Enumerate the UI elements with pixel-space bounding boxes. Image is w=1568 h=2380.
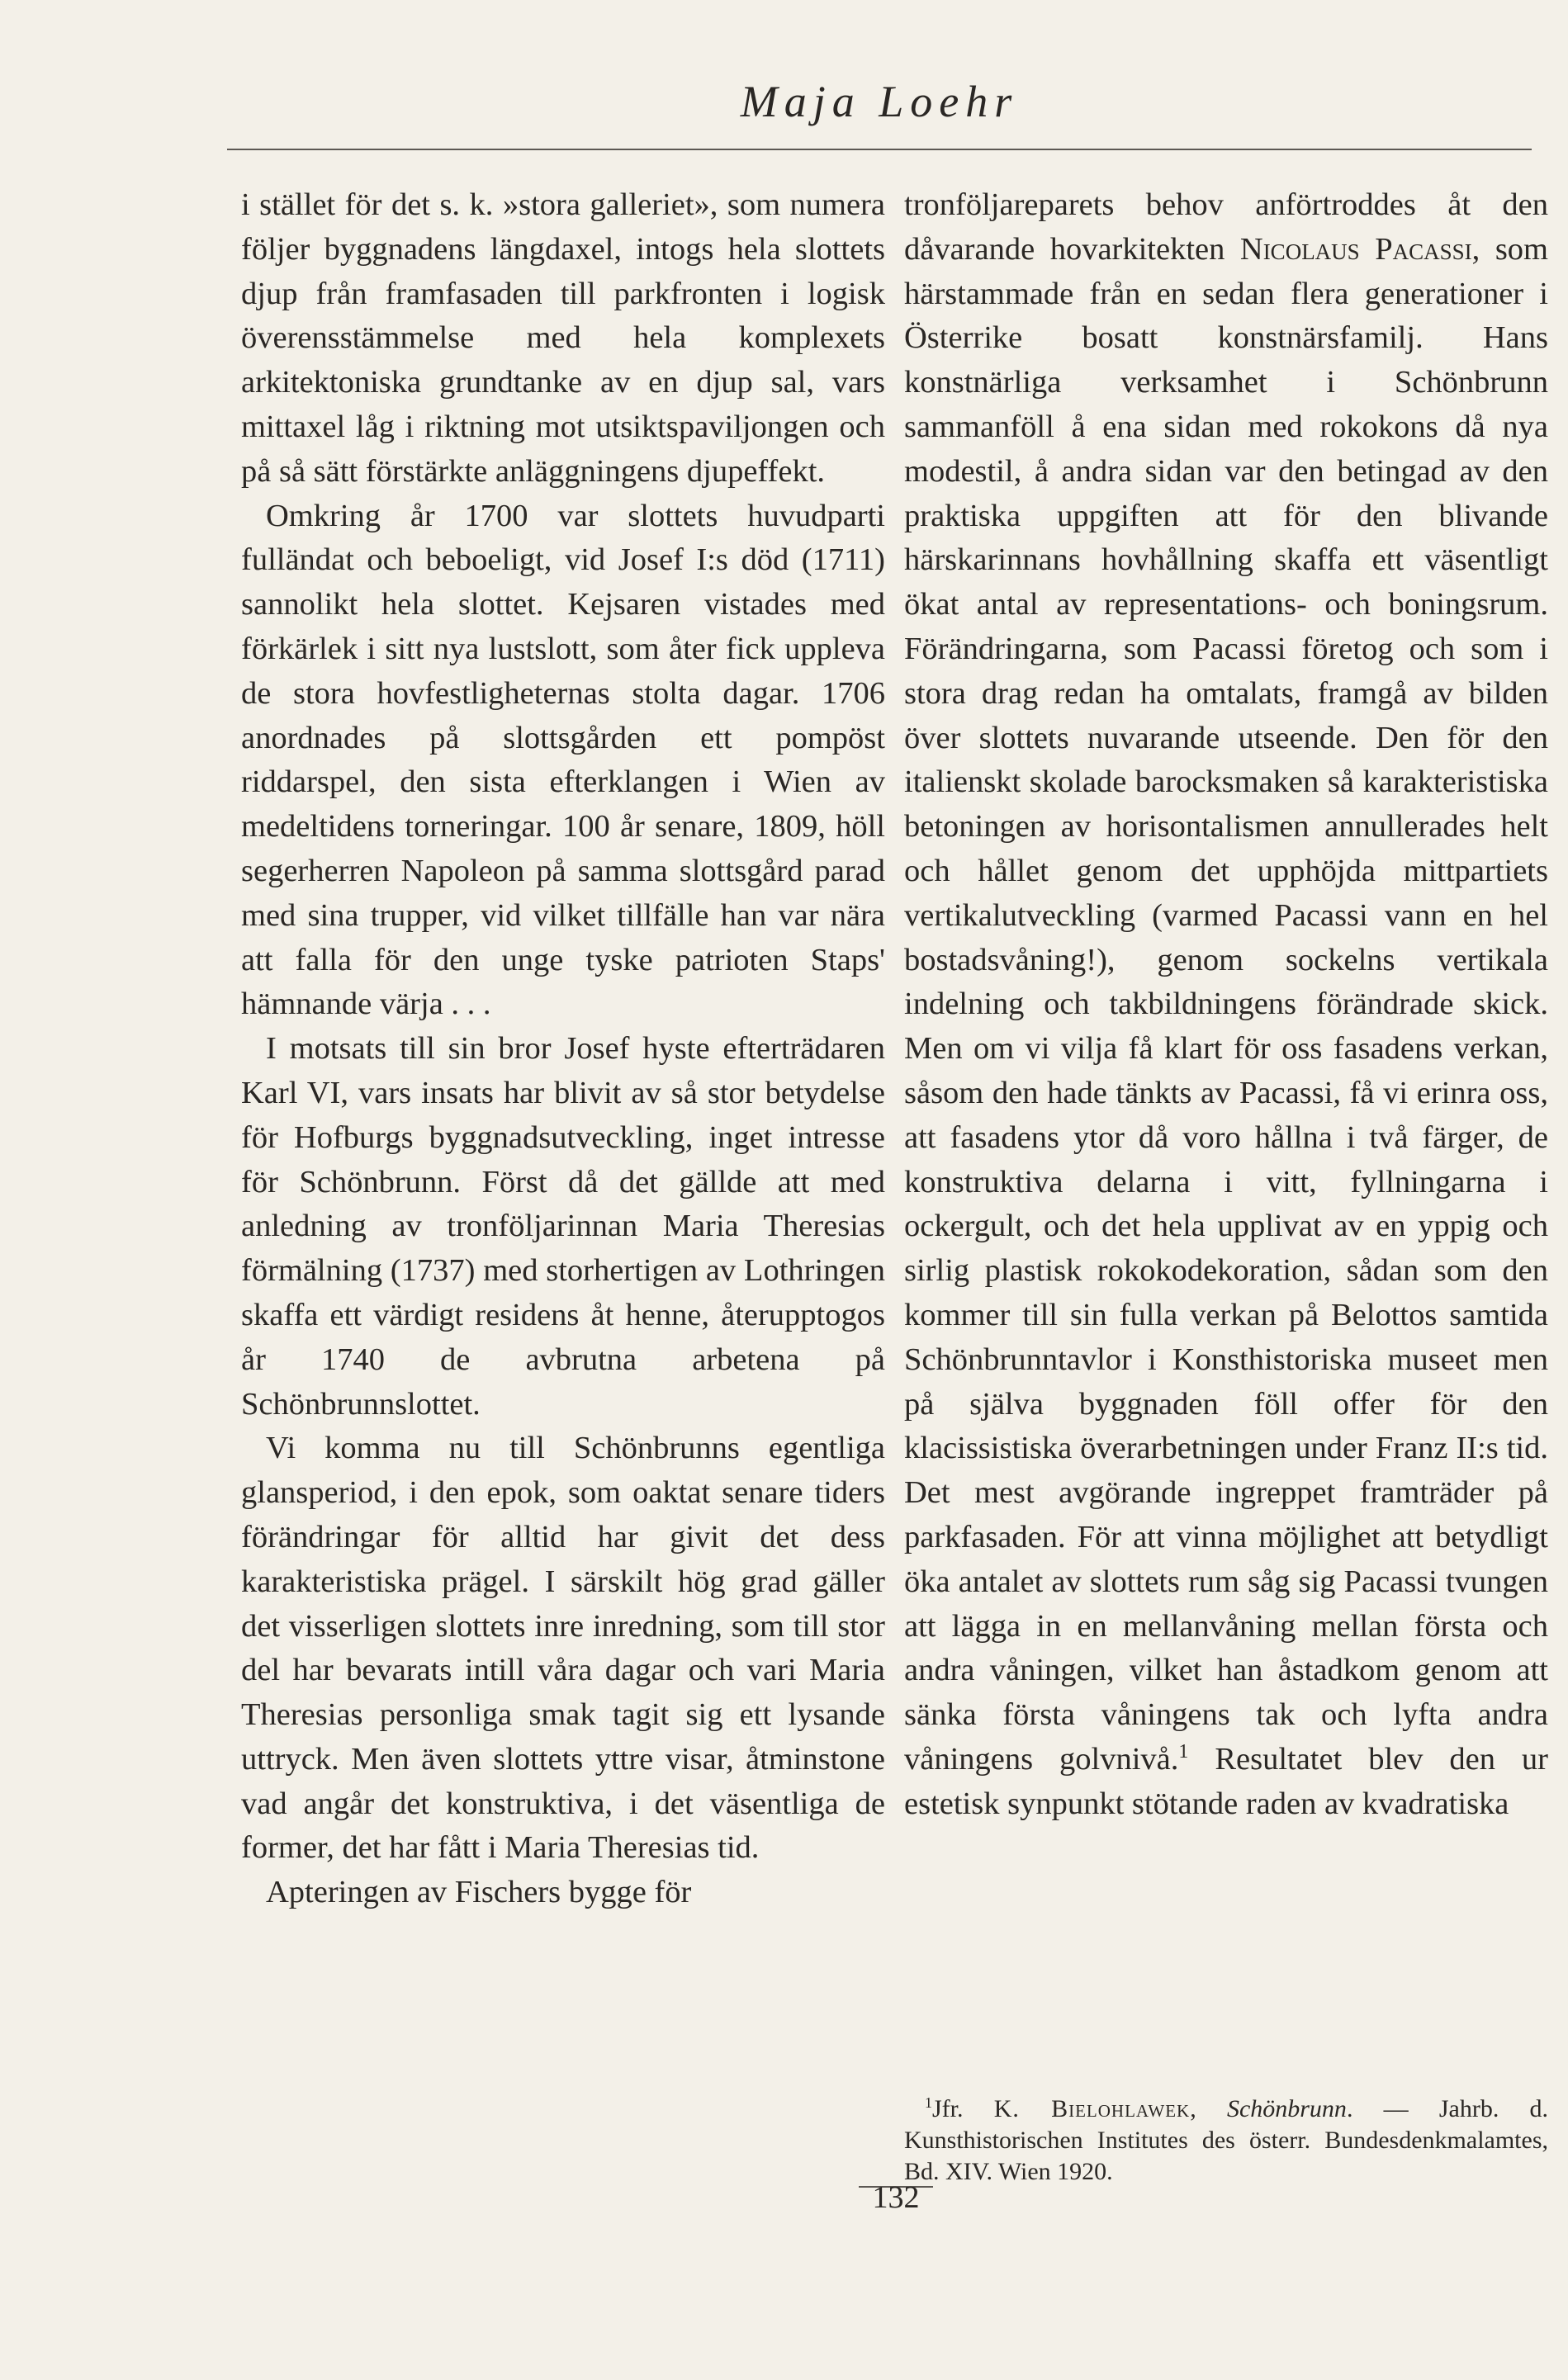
left-column xyxy=(241,183,885,1915)
footnote xyxy=(904,2094,1548,2188)
page-number: 132 xyxy=(872,2180,920,2215)
architect-name: Nicolaus Pacassi xyxy=(1239,231,1472,267)
footnote-prefix: Jfr. xyxy=(932,2095,994,2122)
header-rule xyxy=(227,149,1532,150)
footnote-work-title: Schönbrunn xyxy=(1226,2095,1347,2122)
paragraph: Omkring år 1700 var slottets huvudparti fulländat och beboeligt, vid Josef I:s död (1711) sannolikt hela slottet. Kejsaren vistades med förkärlek i sitt nya lustslott, som åter fick uppleva de stora hovfestligheternas stolta dagar. 1706 anordnades på slottsgården ett pompöst riddarspel, den sista efterklangen i Wien av medeltidens torneringar. 100 år senare, 1809, höll segerherren Napoleon på samma slottsgård parad med sina trupper, vid vilket tillfälle han var nära att falla för den unge tyske patrioten Staps' hämnande värja . . . xyxy=(241,498,885,1022)
paragraph: Apteringen av Fischers bygge för xyxy=(266,1875,692,1910)
right-column xyxy=(904,183,1548,1826)
footnote-author: K. Bielohlawek xyxy=(993,2095,1191,2122)
footnote-mark: 1 xyxy=(925,2094,932,2111)
paragraph: I motsats till sin bror Josef hyste efterträdaren Karl VI, vars insats har blivit av så stor betydelse för Hofburgs byggnadsutveckling, inget intresse för Schönbrunn. Först då det gällde att med anledning av tronföljarinnan Maria Theresias förmälning (1737) med storhertigen av Lothringen skaffa ett värdigt residens åt henne, återupptogos år 1740 de avbrutna arbetena på Schönbrunnslottet. xyxy=(241,1031,885,1422)
paragraph-text: Resultatet blev den ur estetisk synpunkt stötande raden av kvadratiska xyxy=(904,1741,1548,1821)
footnote-separator: , xyxy=(1190,2095,1227,2122)
paragraph: Vi komma nu till Schönbrunns egentliga glansperiod, i den epok, som oaktat senare tiders förändringar för alltid har givit det dess karakteristiska prägel. I särskilt hög grad gäller det visserligen slottets inre inredning, som till stor del har bevarats intill våra dagar och vari Maria Theresias personliga smak tagit sig ett lysande uttryck. Men även slottets yttre visar, åtminstone vad angår det konstruktiva, i det väsentliga de former, det har fått i Maria Theresias tid. xyxy=(241,1431,885,1866)
paragraph: i stället för det s. k. »stora galleriet», som numera följer byggnadens längdaxel, intogs hela slottets djup från framfasaden till parkfronten i logisk överensstämmelse med hela komplexets arkitektoniska grundtanke av en djup sal, vars mittaxel låg i riktning mot utsiktspaviljongen och på så sätt förstärkte anläggningens djupeffekt. xyxy=(241,187,885,489)
running-head-author: Maja Loehr xyxy=(740,77,1019,126)
paragraph-text: tronföljareparets behov anförtroddes åt den dåvarande hovarkitekten xyxy=(904,187,1548,267)
footnote-rest: . — Jahrb. d. Kunsthistorischen Institutes des österr. Bundesdenkmalamtes, Bd. XIV. Wien 1920. xyxy=(904,2095,1549,2185)
footnote-reference: 1 xyxy=(1178,1741,1189,1763)
paragraph xyxy=(904,183,1548,1826)
paragraph-text: , som härstammade från en sedan flera generationer i Österrike bosatt konstnärsfamilj. Hans konstnärliga verksamhet i Schönbrunn sammanföll å ena sidan med rokokons då nya modestil, å andra sidan var den betingad av den praktiska uppgiften att för den blivande härskarinnans hovhållning skaffa ett väsentligt ökat antal av representations- och boningsrum. Förändringarna, som Pacassi företog och som i stora drag redan ha omtalats, framgå av bilden över slottets nuvarande utseende. Den för den italienskt skolade barocksmaken så karakteristiska betoningen av horisontalismen annullerades helt och hållet genom det upphöjda mittpartiets vertikalutveckling (varmed Pacassi vann en hel bostadsvåning!), genom sockelns vertikala indelning och takbildningens förändrade skick. Men om vi vilja få klart för oss fasadens verkan, såsom den hade tänkts av Pacassi, få vi erinra oss, att fasadens ytor då voro hållna i två färger, de konstruktiva delarna i vitt, fyllningarna i ockergult, och det hela upplivat av en yppig och sirlig plastisk rokokodekoration, sådan som den kommer till sin fulla verkan på Belottos samtida Schönbrunntavlor i Konsthistoriska museet men på själva byggnaden föll offer för den klacissistiska överarbetningen under Franz II:s tid. Det mest avgörande ingreppet framträder på parkfasaden. För att vinna möjlighet att betydligt öka antalet av slottets rum såg sig Pacassi tvungen att lägga in en mellanvåning mellan första och andra våningen, vilket han åstadkom genom att sänka första våningens tak och lyfta andra våningens golvnivå. xyxy=(904,231,1548,1777)
